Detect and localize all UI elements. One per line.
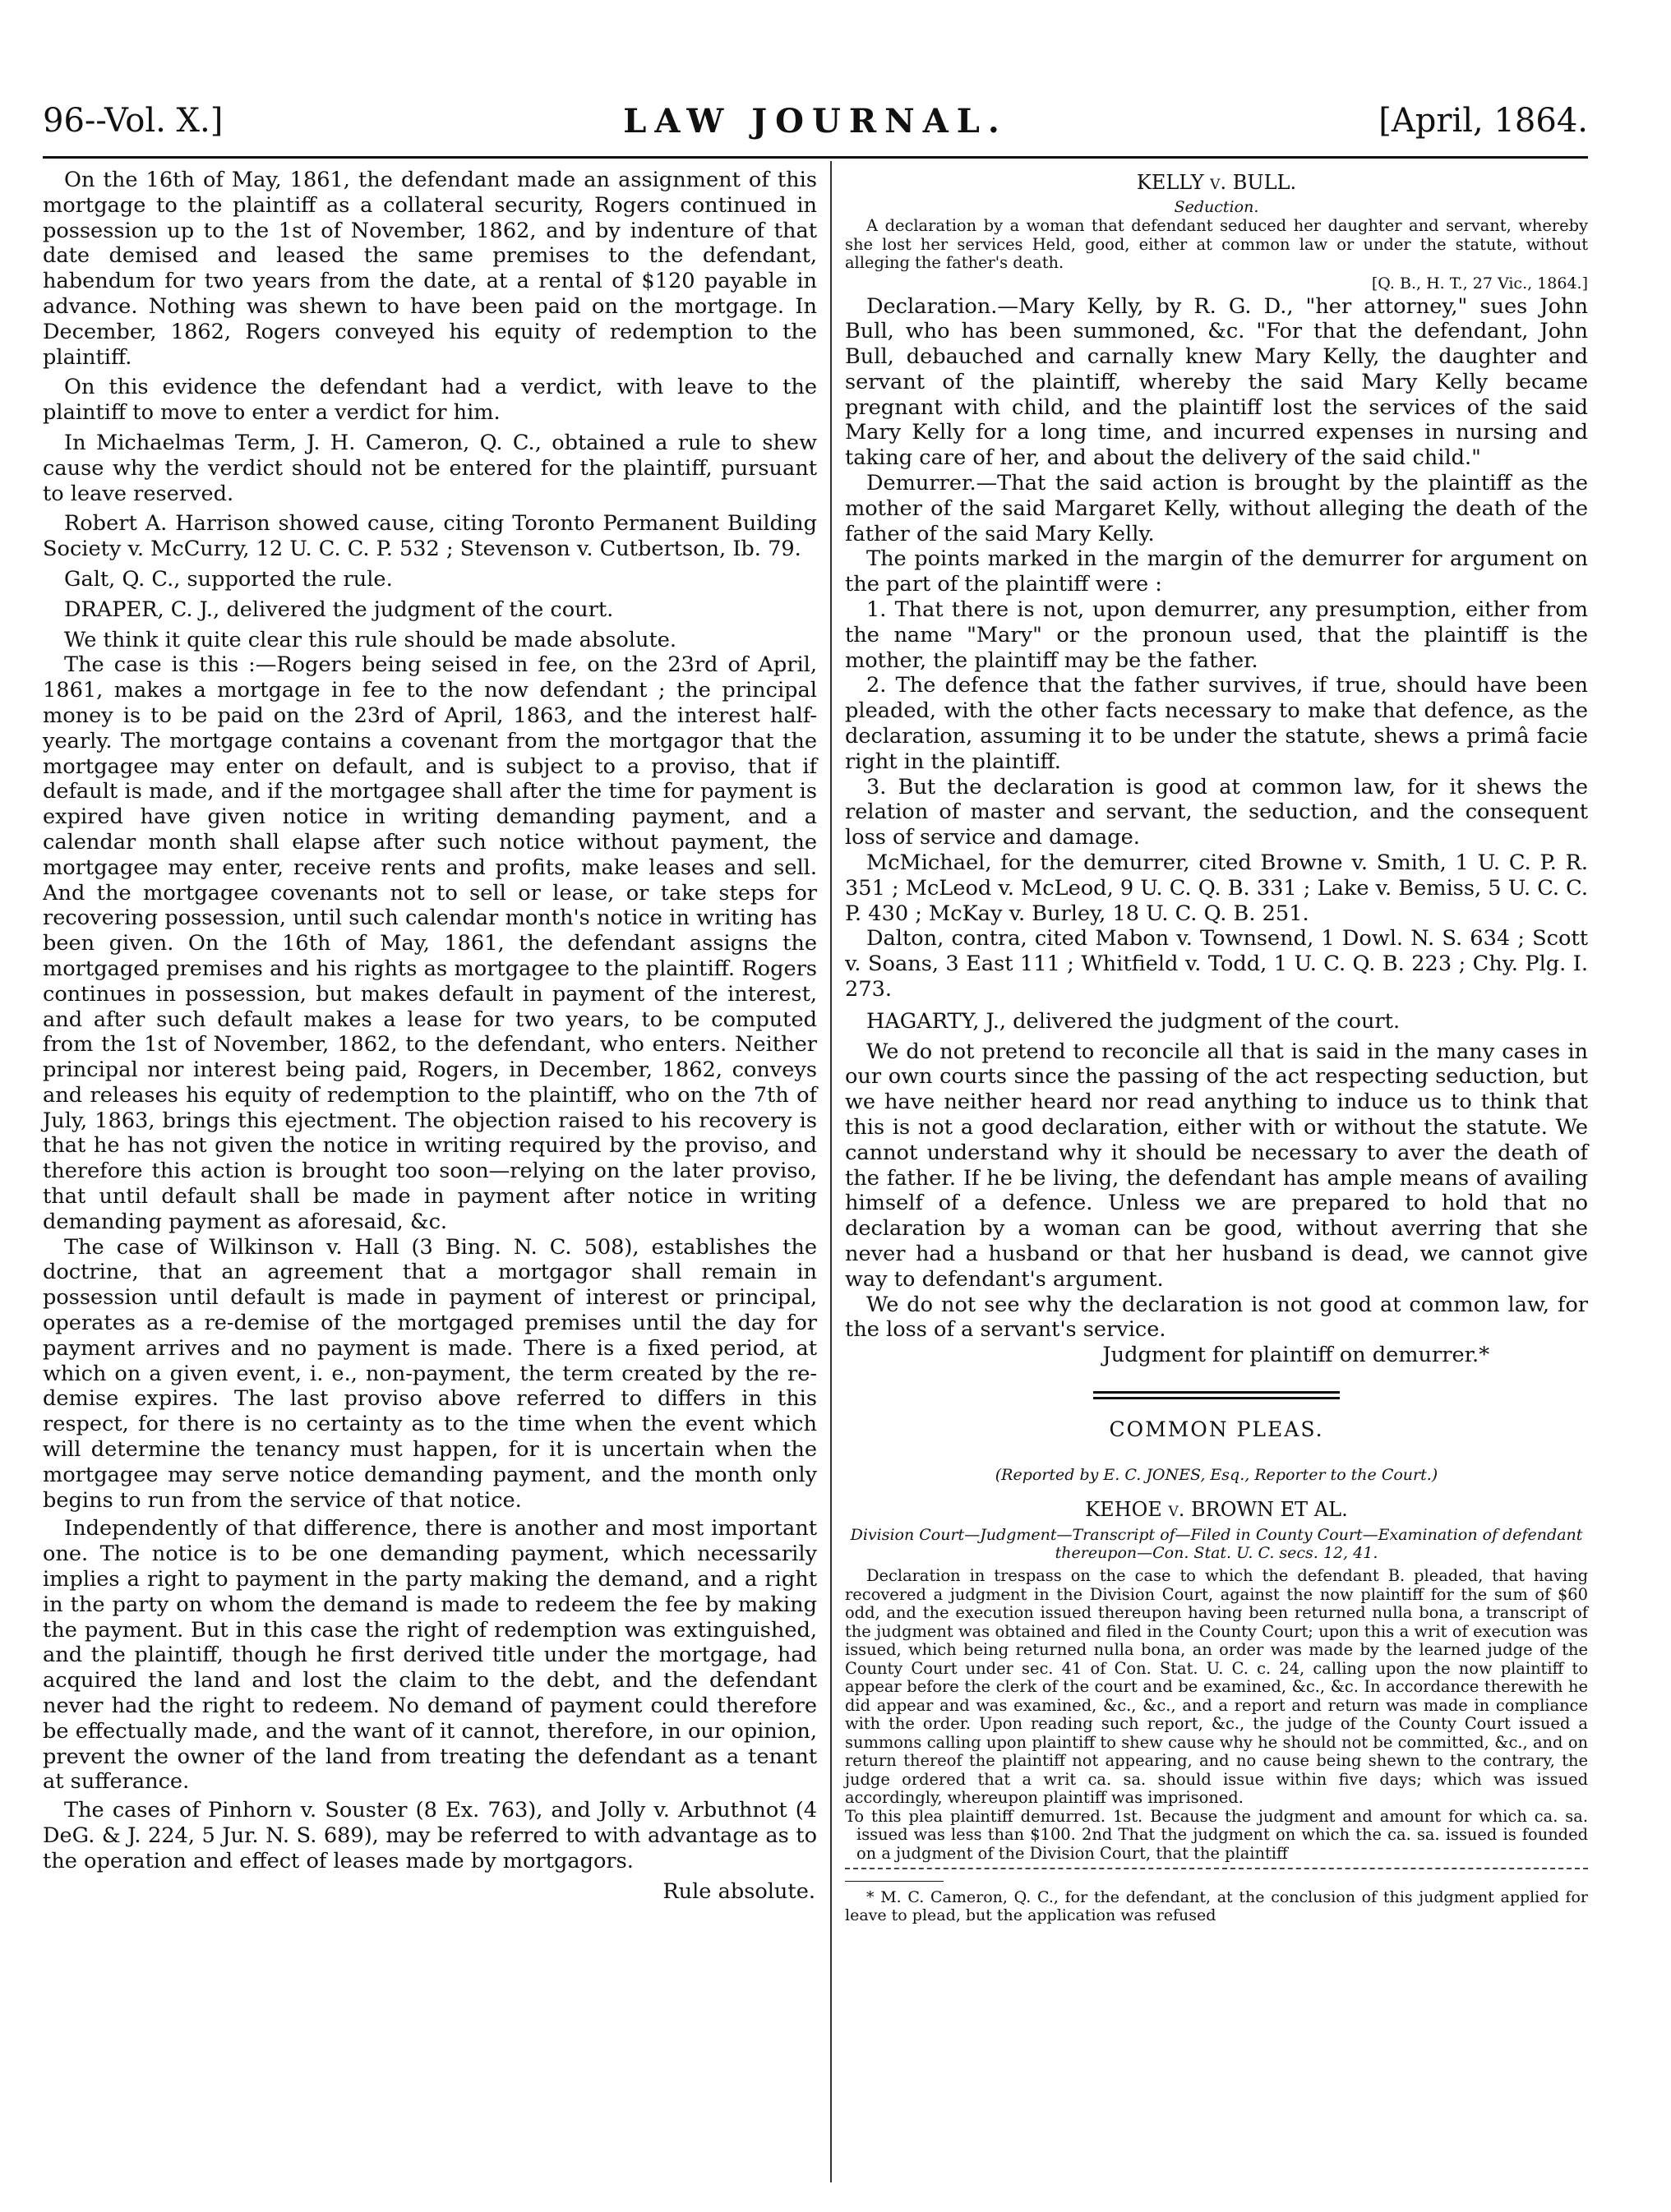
paragraph: McMichael, for the demurrer, cited Browne v. Smith, 1 U. C. P. R. 351 ; McLeod v. McLeod, 9 U. C. Q. B. 331 ; Lake v. Bemiss, 5 U. C. C. P. 430 ; McKay v. Burley, 18 U. C. Q. B. 251. bbox=[845, 850, 1588, 926]
paragraph: Dalton, contra, cited Mabon v. Townsend, 1 Dowl. N. S. 634 ; Scott v. Soans, 3 East 111 ; Whitfield v. Todd, 1 U. C. Q. B. 223 ; Chy. Plg. I. 273. bbox=[845, 926, 1588, 1002]
case-title: KELLY v. BULL. bbox=[1136, 171, 1297, 194]
case-citation: [Q. B., H. T., 27 Vic., 1864.] bbox=[1371, 274, 1588, 293]
paragraph: 3. But the declaration is good at common law, for it shews the relation of master and servant, the seduction, and the consequent loss of service and damage. bbox=[845, 774, 1588, 850]
paragraph: In Michaelmas Term, J. H. Cameron, Q. C., obtained a rule to shew cause why the verdict should not be entered for the plaintiff, pursuant to leave reserved. bbox=[43, 430, 817, 506]
paragraph: On the 16th of May, 1861, the defendant made an assignment of this mortgage to the plaintiff as a collateral security, Rogers continued in possession up to the 1st of November, 1862, and by indenture of that date demised and leased the same premises to the defendant, habendum for two years from the date, at a rental of $120 payable in advance. Nothing was shewn to have been paid on the mortgage. In December, 1862, Rogers conveyed his equity of redemption to the plaintiff. bbox=[43, 168, 817, 370]
paragraph: HAGARTY, J., delivered the judgment of the court. bbox=[866, 1008, 1401, 1034]
case-subtitle: Seduction. bbox=[1174, 198, 1259, 216]
case-subtitle: Division Court—Judgment—Transcript of—Filed in County Court—Examination of defendant thereupon—Con. Stat. U. C. secs. 12, 41. bbox=[850, 1526, 1583, 1563]
paragraph: 1. That there is not, upon demurrer, any presumption, either from the name "Mary" or the pronoun used, that the plaintiff is the mother, the plaintiff may be the father. bbox=[845, 597, 1588, 673]
paragraph: The points marked in the margin of the demurrer for argument on the part of the plaintiff were : bbox=[845, 546, 1588, 597]
footnote-rule bbox=[845, 1881, 944, 1882]
headnote: A declaration by a woman that defendant seduced her daughter and servant, whereby she lost her services Held, good, either at common law or under the statute, without alleging the father's death. bbox=[845, 216, 1588, 272]
footnote-separator bbox=[845, 1868, 1588, 1869]
volume-label: 96--Vol. X.] bbox=[43, 102, 224, 140]
headnote: Declaration in trespass on the case to which the defendant B. pleaded, that having recovered a judgment in the Division Court, against the now plaintiff for the sum of $60 odd, and the execution issued thereupon having been returned nulla bona, a transcript of the judgment was obtained and filed in the County Court; upon this a writ of execution was issued, which being returned nulla bona, an order was made by the learned judge of the County Court under sec. 41 of Con. Stat. U. C. c. 24, calling upon the now plaintiff to appear before the clerk of the court and be examined, &c., &c. In accordance therewith he did appear and was examined, &c., &c., and a report and return was made in compliance with the order. Upon reading such report, &c., the judge of the County Court issued a summons calling upon plaintiff to shew cause why he should not be committed, &c., and on return thereof the plaintiff not appearing, and no cause being shewn to the contrary, the judge ordered that a writ ca. sa. should issue within five days; which was issued accordingly, whereupon plaintiff was imprisoned. bbox=[845, 1566, 1588, 1808]
reporter-line: (Reported by E. C. JONES, Esq., Reporter to the Court.) bbox=[995, 1466, 1438, 1485]
paragraph: We do not see why the declaration is not good at common law, for the loss of a servant's service. bbox=[845, 1292, 1588, 1343]
paragraph: We think it quite clear this rule should be made absolute. bbox=[64, 627, 677, 652]
paragraph: Declaration.—Mary Kelly, by R. G. D., "her attorney," sues John Bull, who has been summoned, &c. "For that the defendant, John Bull, debauched and carnally knew Mary Kelly, the daughter and servant of the plaintiff, whereby the said Mary Kelly became pregnant with child, and the plaintiff lost the services of the said Mary Kelly for a long time, and incurred expenses in nursing and taking care of her, and about the delivery of the said child." bbox=[845, 293, 1588, 471]
paragraph: On this evidence the defendant had a verdict, with leave to the plaintiff to move to enter a verdict for him. bbox=[43, 375, 817, 426]
header-rule bbox=[43, 156, 1588, 159]
paragraph: The cases of Pinhorn v. Souster (8 Ex. 763), and Jolly v. Arbuthnot (4 DeG. & J. 224, 5 Jur. N. S. 689), may be referred to with advantage as to the operation and effect of leases made by mortgagors. bbox=[43, 1798, 817, 1873]
column-divider bbox=[830, 161, 832, 2182]
paragraph: Robert A. Harrison showed cause, citing Toronto Permanent Building Society v. McCurry, 12 U. C. C. P. 532 ; Stevenson v. Cutbertson, Ib. 79. bbox=[43, 511, 817, 562]
section-divider bbox=[1093, 1391, 1340, 1399]
section-heading: COMMON PLEAS. bbox=[1109, 1417, 1324, 1442]
journal-title: LAW JOURNAL. bbox=[623, 102, 1008, 141]
paragraph: DRAPER, C. J., delivered the judgment of the court. bbox=[64, 597, 614, 622]
paragraph: The case is this :—Rogers being seised in fee, on the 23rd of April, 1861, makes a mortgage in fee to the now defendant ; the principal money is to be paid on the 23rd of April, 1863, and the interest half-yearly. The mortgage contains a covenant from the mortgagor that the mortgagee may enter on default, and is subject to a proviso, that if default is made, and if the mortgagee shall after the time for payment is expired have given notice in writing demanding payment, and a calendar month shall elapse after such notice without payment, the mortgagee may enter, receive rents and profits, make leases and sell. And the mortgagee covenants not to sell or lease, or take steps for recovering possession, until such calendar month's notice in writing has been given. On the 16th of May, 1861, the defendant assigns the mortgaged premises and his rights as mortgagee to the plaintiff. Rogers continues in possession, but makes default in payment of the interest, and after such default makes a lease for two years, to be computed from the 1st of November, 1862, to the defendant, who enters. Neither principal nor interest being paid, Rogers, in December, 1862, conveys and releases his equity of redemption to the plaintiff, who on the 7th of July, 1863, brings this ejectment. The objection raised to his recovery is that he has not given the notice in writing required by the proviso, and therefore this action is brought too soon—relying on the later proviso, that until default shall be made in payment after notice in writing demanding payment as aforesaid, &c. bbox=[43, 652, 817, 1234]
paragraph: Galt, Q. C., supported the rule. bbox=[64, 566, 393, 592]
judgment-line: Judgment for plaintiff on demurrer.* bbox=[1102, 1343, 1489, 1368]
paragraph: 2. The defence that the father survives, if true, should have been pleaded, with the other facts necessary to make that defence, as the declaration, assuming it to be under the statute, shews a primâ facie right in the plaintiff. bbox=[845, 673, 1588, 774]
left-column bbox=[43, 168, 817, 1905]
case-title: KEHOE v. BROWN ET AL. bbox=[1085, 1498, 1348, 1522]
page-header bbox=[43, 102, 1588, 156]
paragraph: We do not pretend to reconcile all that is said in the many cases in our own courts since the passing of the act respecting seduction, but we have neither heard nor read anything to induce us to think that this is not a good declaration, either with or without the statute. We cannot understand why it should be necessary to aver the death of the father. If he be living, the defendant has ample means of availing himself of a defence. Unless we are prepared to hold that no declaration by a woman can be good, without averring that she never had a husband or that her husband is dead, we cannot give way to defendant's argument. bbox=[845, 1039, 1588, 1292]
right-column bbox=[845, 168, 1588, 1924]
rule-absolute: Rule absolute. bbox=[662, 1878, 815, 1904]
paragraph: Demurrer.—That the said action is brought by the plaintiff as the mother of the said Margaret Kelly, without alleging the death of the father of the said Mary Kelly. bbox=[845, 471, 1588, 546]
footnote: * M. C. Cameron, Q. C., for the defendant, at the conclusion of this judgment applied for leave to plead, but the application was refused bbox=[845, 1888, 1588, 1925]
headnote: To this plea plaintiff demurred. 1st. Because the judgment and amount for which ca. sa. issued was less than $100. 2nd That the judgment on which the ca. sa. issued is founded on a judgment of the Division Court, that the plaintiff bbox=[845, 1806, 1588, 1863]
paragraph: Independently of that difference, there is another and most important one. The notice is to be one demanding payment, which necessarily implies a right to payment in the party making the demand, and a right in the party on whom the demand is made to redeem the fee by making the payment. But in this case the right of redemption was extinguished, and the plaintiff, though he first derived title under the mortgage, had acquired the land and lost the claim to the debt, and the defendant never had the right to redeem. No demand of payment could therefore be effectually made, and the want of it cannot, therefore, in our opinion, prevent the owner of the land from treating the defendant as a tenant at sufferance. bbox=[43, 1516, 817, 1795]
paragraph: The case of Wilkinson v. Hall (3 Bing. N. C. 508), establishes the doctrine, that an agreement that a mortgagor shall remain in possession until default is made in payment of interest or principal, operates as a re-demise of the mortgaged premises until the day for payment arrives and no payment is made. There is a fixed period, at which on a given event, i. e., non-payment, the term created by the re-demise expires. The last proviso above referred to differs in this respect, for there is no certainty as to the time when the event which will determine the tenancy must happen, for it is uncertain when the mortgagee may serve notice demanding payment, and the month only begins to run from the service of that notice. bbox=[43, 1234, 817, 1513]
issue-date: [April, 1864. bbox=[1378, 102, 1588, 140]
